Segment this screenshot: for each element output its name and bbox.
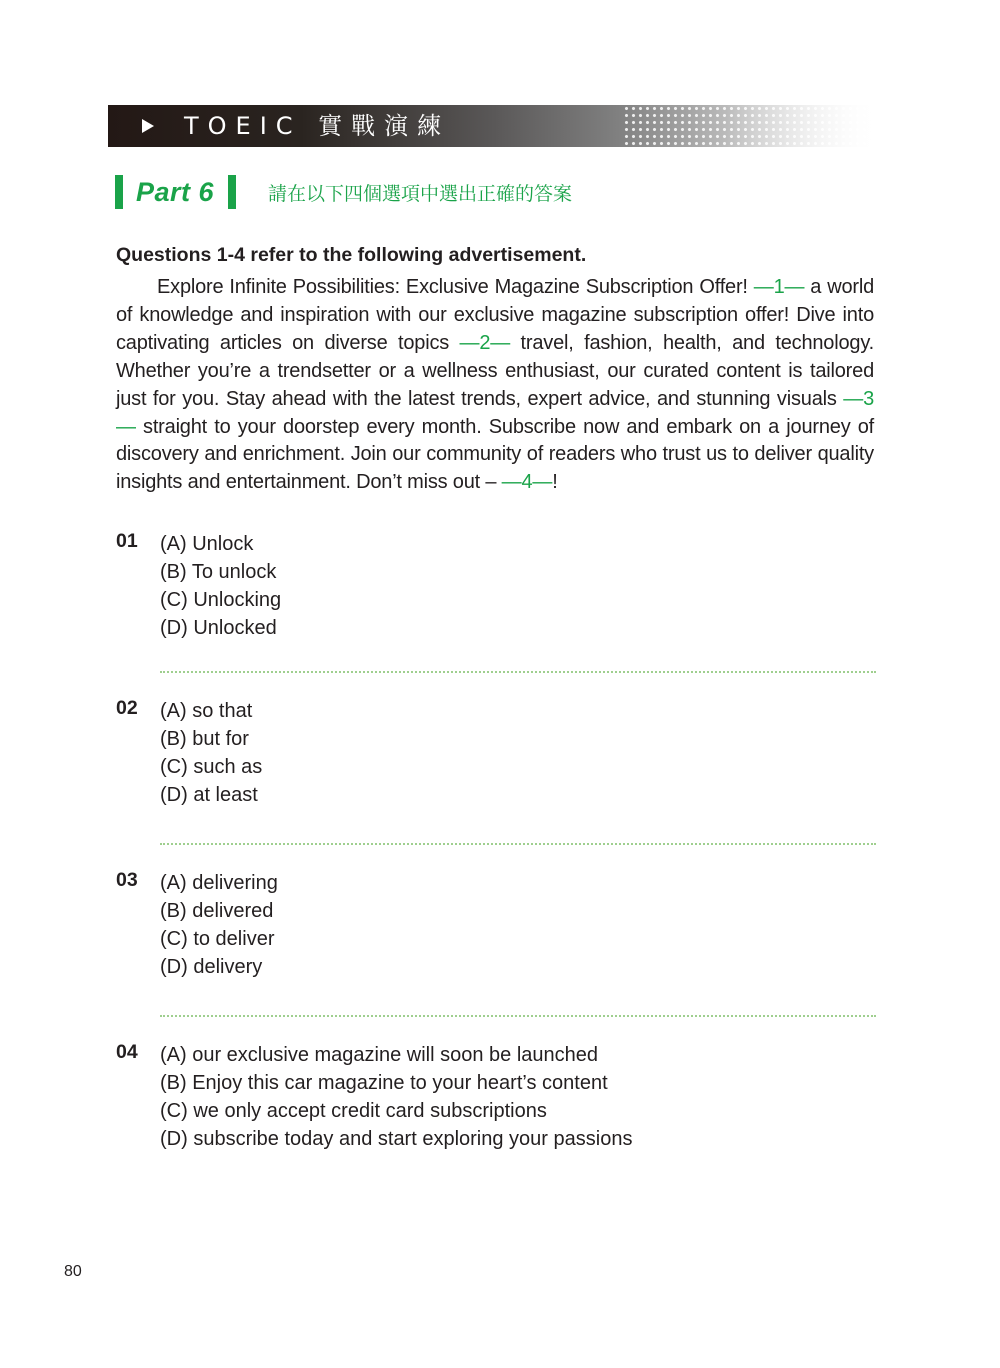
passage-text: straight to your doorstep every month. Subscribe now and embark on a journey of discovery and enrichment. Join our community of readers who trust us to deliver quality insights and entertainment. Don’t miss out – [116, 415, 874, 494]
blank-2: —2— [459, 331, 511, 354]
option-c[interactable]: (C) we only accept credit card subscriptions [160, 1100, 547, 1122]
passage-text: a world of knowledge and inspiration with our exclusive magazine subscription offer! Dive into captivating articles on diverse topics [116, 276, 874, 354]
option-d[interactable]: (D) subscribe today and start exploring your passions [160, 1128, 633, 1150]
passage-text: ! [552, 471, 558, 494]
option-d[interactable]: (D) delivery [160, 956, 263, 978]
option-c[interactable]: (C) Unlocking [160, 589, 282, 611]
option-c[interactable]: (C) such as [160, 756, 263, 778]
dotted-divider [160, 671, 876, 673]
option-b[interactable]: (B) To unlock [160, 561, 277, 583]
section-banner [108, 105, 880, 147]
option-a[interactable]: (A) our exclusive magazine will soon be launched [160, 1044, 599, 1066]
option-b[interactable]: (B) Enjoy this car magazine to your heart’s content [160, 1072, 608, 1094]
option-b[interactable]: (B) delivered [160, 900, 274, 922]
option-list [160, 697, 262, 809]
option-b[interactable]: (B) but for [160, 728, 249, 750]
option-d[interactable]: (D) Unlocked [160, 617, 277, 639]
part-instruction: 請在以下四個選項中選出正確的答案 [268, 182, 573, 205]
part-label: Part 6 [136, 176, 215, 207]
page-number: 80 [64, 1263, 82, 1280]
part-bar-left [115, 175, 123, 209]
blank-4: —4— [501, 471, 553, 494]
questions-intro: Questions 1-4 refer to the following advertisement. [116, 244, 587, 266]
part-bar-right [228, 175, 236, 209]
blank-3: —3— [116, 387, 874, 438]
part-header [115, 175, 572, 209]
option-d[interactable]: (D) at least [160, 784, 258, 806]
passage-text: Explore Infinite Possibilities: Exclusive Magazine Subscription Offer! [157, 276, 754, 298]
option-c[interactable]: (C) to deliver [160, 928, 275, 950]
advertisement-passage [116, 274, 874, 497]
banner-title: TOEIC 實戰演練 [184, 112, 451, 140]
option-list [160, 869, 278, 981]
question-number: 01 [116, 530, 138, 552]
passage-text: travel, fashion, health, and technology. Whether you’re a trendsetter or a wellness enthusiast, our curated content is tailored just for you. Stay ahead with the latest trends, expert advice, and stunning visuals [116, 331, 874, 410]
blank-1: —1— [753, 276, 805, 298]
question-number: 04 [116, 1041, 138, 1063]
option-list [160, 530, 281, 642]
question-number: 02 [116, 697, 138, 719]
play-triangle-icon [142, 119, 154, 133]
dotted-divider [160, 1015, 876, 1017]
dotted-divider [160, 843, 876, 845]
option-a[interactable]: (A) delivering [160, 872, 278, 894]
option-a[interactable]: (A) so that [160, 700, 253, 722]
question-number: 03 [116, 869, 138, 891]
option-a[interactable]: (A) Unlock [160, 533, 254, 555]
option-list [160, 1041, 632, 1153]
banner-fade [623, 105, 880, 147]
